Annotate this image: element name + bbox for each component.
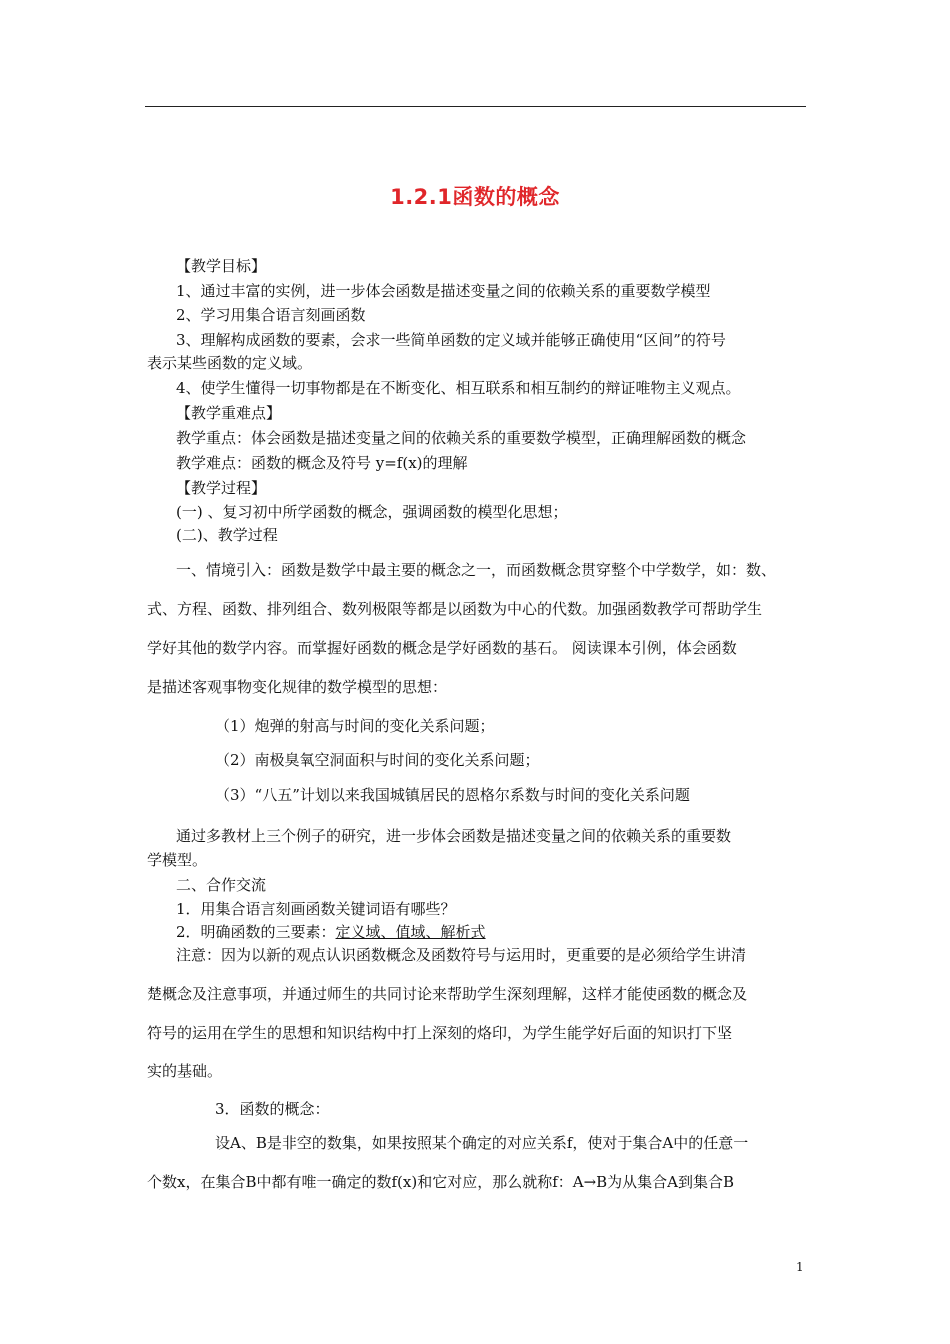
question-label: 2．明确函数的三要素：: [176, 923, 336, 941]
page-title: 1.2.1函数的概念: [390, 185, 560, 209]
example-item: （2）南极臭氧空洞面积与时间的变化关系问题；: [215, 751, 540, 769]
paragraph-line: 设A、B是非空的数集，如果按照某个确定的对应关系f，使对于集合A中的任意一: [215, 1134, 749, 1152]
key-point: 教学重点：体会函数是描述变量之间的依赖关系的重要数学模型，正确理解函数的概念: [176, 429, 747, 447]
paragraph-line: 学好其他的数学内容。而掌握好函数的概念是学好函数的基石。 阅读课本引例，体会函数: [147, 639, 737, 657]
goal-item: 1、通过丰富的实例，进一步体会函数是描述变量之间的依赖关系的重要数学模型: [176, 282, 711, 300]
page-number: 1: [796, 1260, 804, 1274]
three-elements-underlined: 定义域、值域、解析式: [335, 923, 486, 941]
section-heading: 3．函数的概念：: [215, 1100, 330, 1118]
process-step: (二)、教学过程: [176, 526, 278, 544]
paragraph-line: 式、方程、函数、排列组合、数列极限等都是以函数为中心的代数。加强函数教学可帮助学生: [147, 600, 763, 618]
section-heading: 二、合作交流: [176, 876, 267, 894]
header-rule: [145, 106, 806, 107]
process-step: (一) 、复习初中所学函数的概念，强调函数的模型化思想；: [176, 503, 568, 521]
heading-teaching-process: 【教学过程】: [176, 479, 267, 497]
example-item: （1）炮弹的射高与时间的变化关系问题；: [215, 717, 495, 735]
paragraph-line: 楚概念及注意事项，并通过师生的共同讨论来帮助学生深刻理解，这样才能使函数的概念及: [147, 985, 748, 1003]
question-item: 1．用集合语言刻画函数关键词语有哪些？: [176, 900, 456, 918]
paragraph-line: 符号的运用在学生的思想和知识结构中打上深刻的烙印，为学生能学好后面的知识打下坚: [147, 1024, 733, 1042]
paragraph-line: 一、情境引入：函数是数学中最主要的概念之一，而函数概念贯穿整个中学数学，如：数、: [176, 561, 777, 579]
example-item: （3）“八五”计划以来我国城镇居民的恩格尔系数与时间的变化关系问题: [215, 786, 690, 804]
paragraph-line: 注意：因为以新的观点认识函数概念及函数符号与运用时，更重要的是必须给学生讲清: [176, 946, 747, 964]
heading-key-points: 【教学重难点】: [176, 404, 282, 422]
goal-item-continued: 表示某些函数的定义域。: [147, 354, 313, 372]
paragraph-line: 是描述客观事物变化规律的数学模型的思想：: [147, 678, 448, 696]
paragraph-line: 个数x，在集合B中都有唯一确定的数f(x)和它对应，那么就称f：A→B为从集合A到集合B: [147, 1173, 735, 1191]
paragraph-line: 实的基础。: [147, 1062, 223, 1080]
paragraph-line: 学模型。: [147, 851, 208, 869]
goal-item: 4、使学生懂得一切事物都是在不断变化、相互联系和相互制约的辩证唯物主义观点。: [176, 379, 741, 397]
goal-item: 2、学习用集合语言刻画函数: [176, 306, 366, 324]
difficult-point: 教学难点：函数的概念及符号 y=f(x)的理解: [176, 454, 468, 472]
paragraph-line: 通过多教材上三个例子的研究，进一步体会函数是描述变量之间的依赖关系的重要数: [176, 827, 732, 845]
question-item: [176, 922, 486, 942]
goal-item: 3、理解构成函数的要素，会求一些简单函数的定义域并能够正确使用“区间”的符号: [176, 331, 726, 349]
heading-teaching-goals: 【教学目标】: [176, 257, 267, 275]
